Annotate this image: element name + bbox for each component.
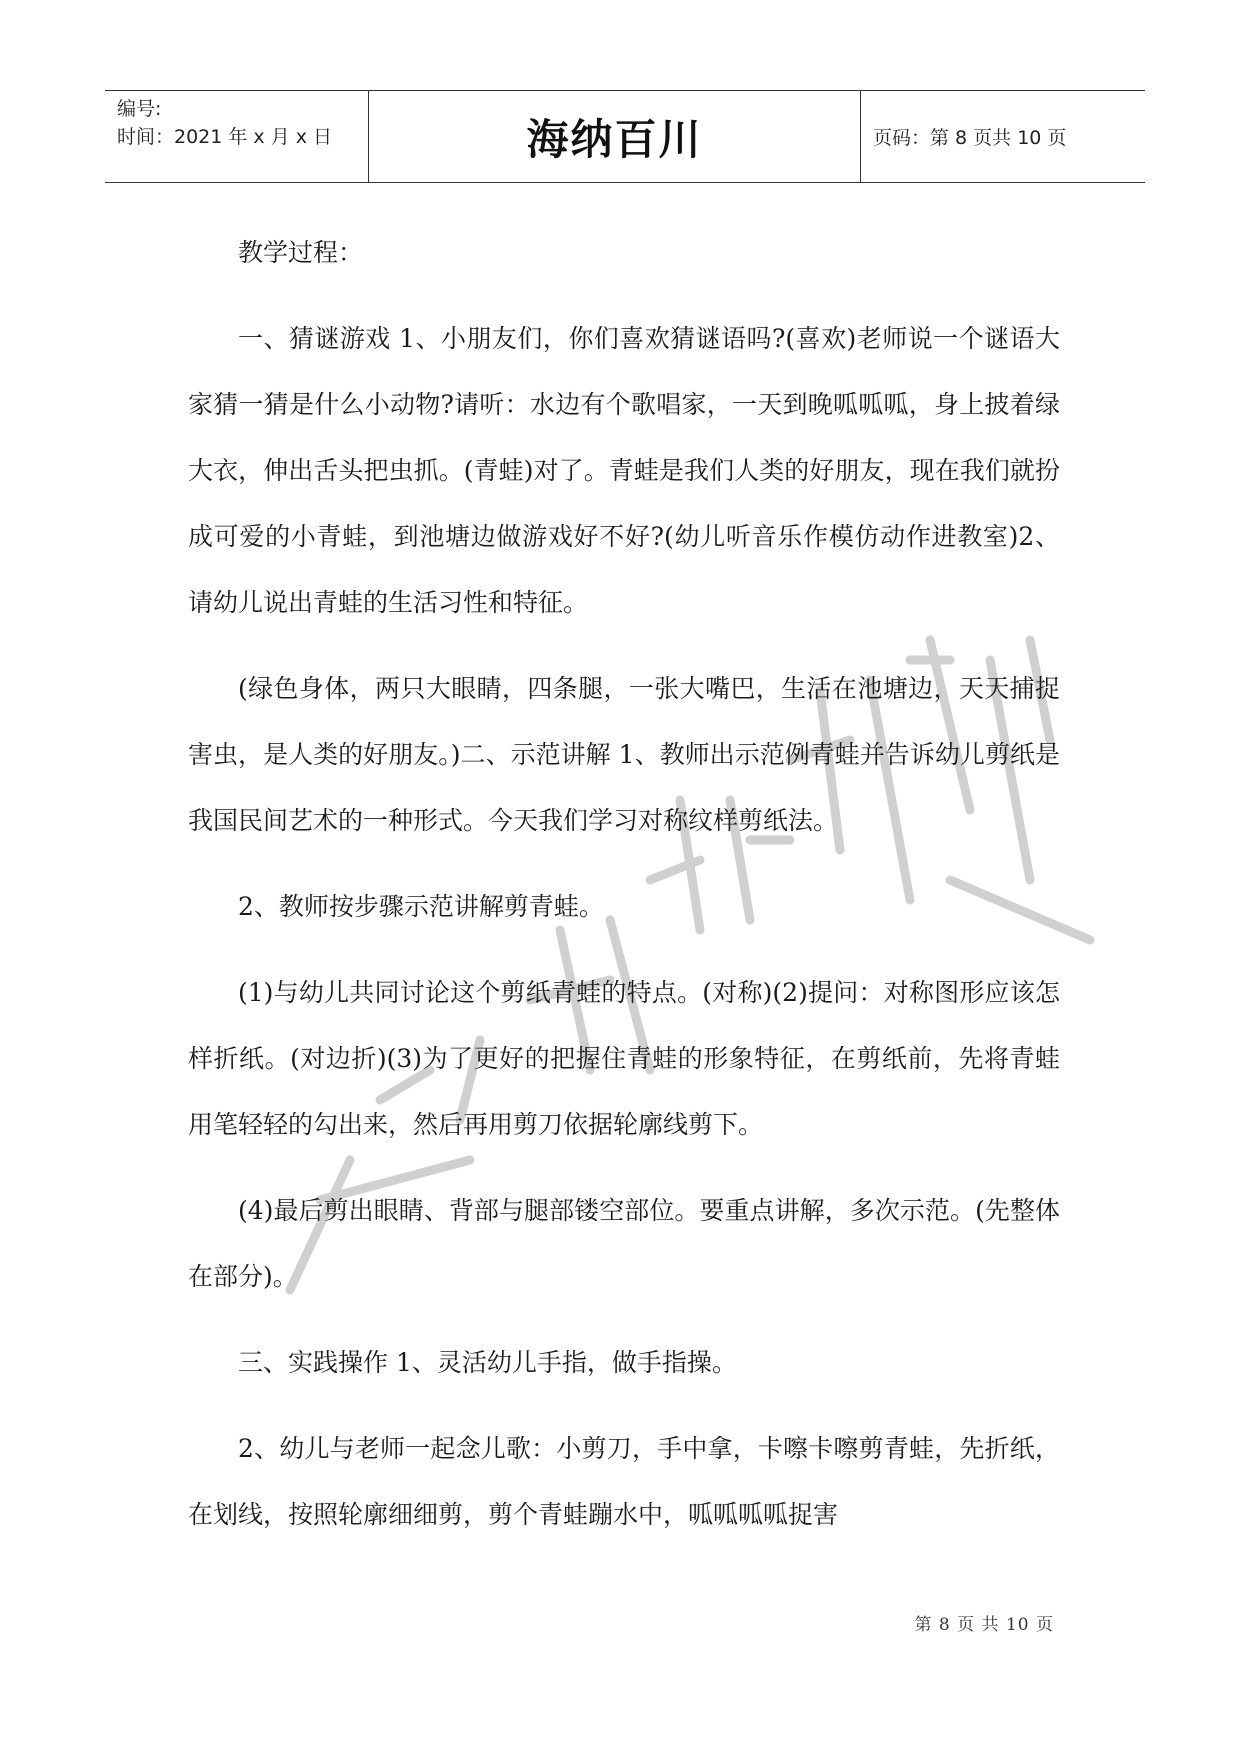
paragraph: (4)最后剪出眼睛、背部与腿部镂空部位。要重点讲解，多次示范。(先整体在部分)。 [188, 1196, 1060, 1291]
header-page-cell [861, 91, 1145, 182]
header-title-cell [369, 91, 861, 182]
paragraph: 2、教师按步骤示范讲解剪青蛙。 [238, 892, 604, 921]
paragraph: 一、猜谜游戏 1、小朋友们，你们喜欢猜谜语吗?(喜欢)老师说一个谜语大家猜一猜是什么小动物?请听：水边有个歌唱家，一天到晚呱呱呱，身上披着绿大衣，伸出舌头把虫抓。(青蛙)对了。青蛙是我们人类的好朋友，现在我们就扮成可爱的小青蛙，到池塘边做游戏好不好?(幼儿听音乐作模仿动作进教室)2、请幼儿说出青蛙的生活习性和特征。 [188, 324, 1060, 617]
paragraph: (绿色身体，两只大眼睛，四条腿，一张大嘴巴，生活在池塘边，天天捕捉害虫，是人类的好朋友。)二、示范讲解 1、教师出示范例青蛙并告诉幼儿剪纸是我国民间艺术的一种形式。今天我们学习对称纹样剪纸法。 [188, 674, 1060, 835]
paragraph: 2、幼儿与老师一起念儿歌：小剪刀，手中拿，卡嚓卡嚓剪青蛙，先折纸，在划线，按照轮廓细细剪，剪个青蛙蹦水中，呱呱呱呱捉害 [188, 1434, 1060, 1529]
header-page-label: 页码：第 8 页共 10 页 [873, 127, 1067, 149]
document-header [105, 90, 1145, 183]
paragraph-heading: 教学过程： [238, 238, 364, 267]
header-meta [105, 91, 369, 182]
header-title: 海纳百川 [526, 114, 703, 164]
doc-number-label: 编号: [117, 98, 162, 120]
page-footer: 第 8 页 共 10 页 [914, 1615, 1054, 1635]
document-body [188, 220, 1060, 1568]
paragraph: 三、实践操作 1、灵活幼儿手指，做手指操。 [238, 1348, 737, 1377]
paragraph: (1)与幼儿共同讨论这个剪纸青蛙的特点。(对称)(2)提问：对称图形应该怎样折纸。(对边折)(3)为了更好的把握住青蛙的形象特征，在剪纸前，先将青蛙用笔轻轻的勾出来，然后再用剪刀依据轮廓线剪下。 [188, 978, 1060, 1139]
doc-time-label: 时间：2021 年 x 月 x 日 [117, 126, 333, 148]
